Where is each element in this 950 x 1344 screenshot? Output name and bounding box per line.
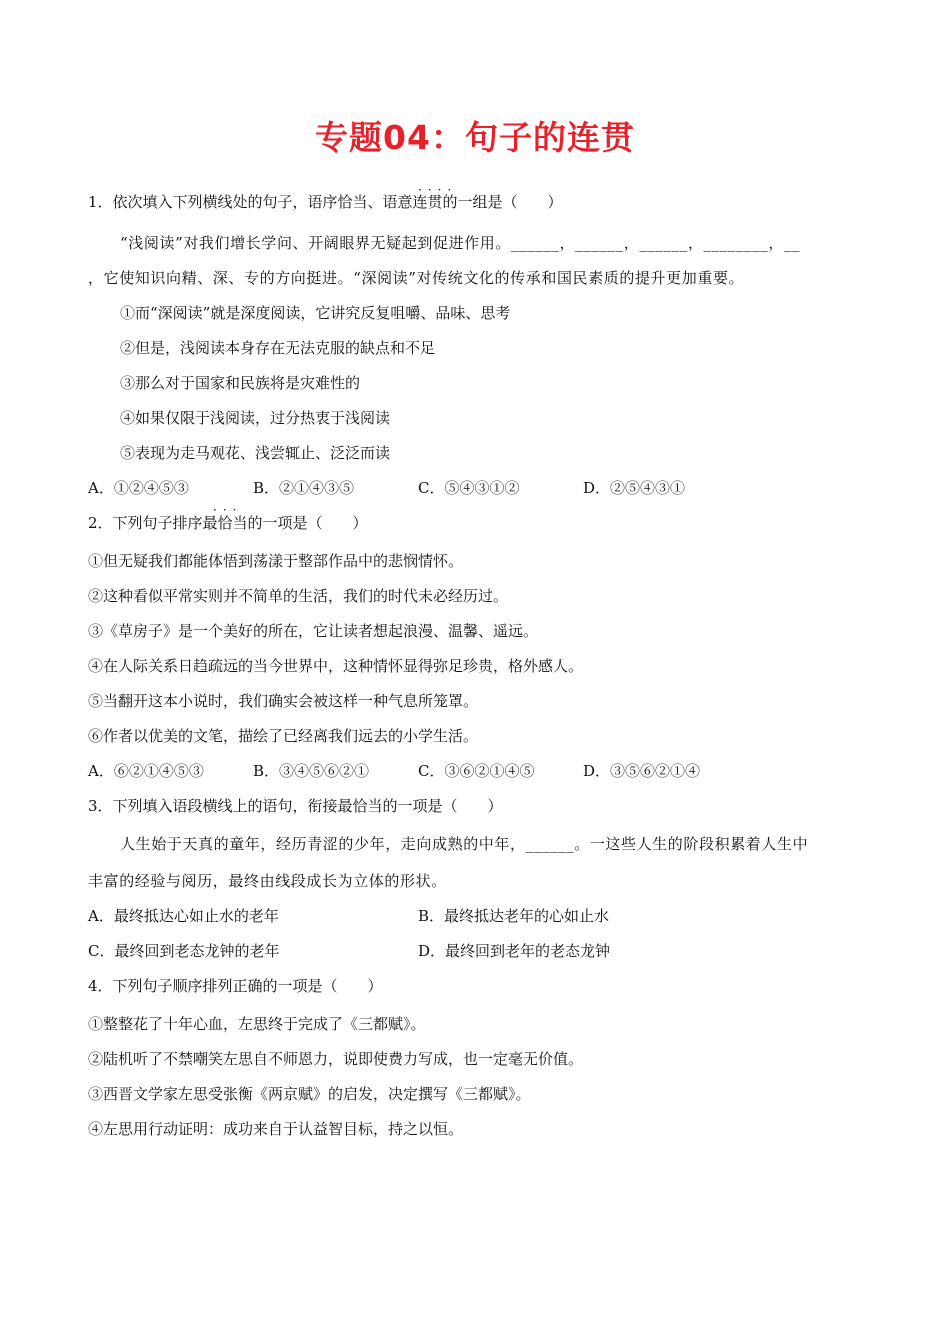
q1-stem: 1．依次填入下列横线处的句子，语序恰当、语意连贯的一组是（ ） bbox=[88, 193, 563, 211]
q2-item: ⑥作者以优美的文笔，描绘了已经离我们远去的小学生活。 bbox=[88, 727, 479, 745]
q2-option-c: C．③⑥②①④⑤ bbox=[418, 762, 535, 780]
q3-passage-line2: 丰富的经验与阅历，最终由线段成长为立体的形状。 bbox=[88, 872, 447, 890]
emphasis-dots: ··· bbox=[213, 503, 243, 517]
q1-item: ⑤表现为走马观花、浅尝辄止、泛泛而读 bbox=[120, 444, 391, 462]
q4-item: ③西晋文学家左思受张衡《两京赋》的启发，决定撰写《三都赋》。 bbox=[88, 1085, 531, 1103]
q4-item: ④左思用行动证明：成功来自于认益智目标，持之以恒。 bbox=[88, 1120, 464, 1138]
q2-item: ④在人际关系日趋疏远的当今世界中，这种情怀显得弥足珍贵，格外感人。 bbox=[88, 657, 584, 675]
q2-option-b: B．③④⑤⑥②① bbox=[253, 762, 370, 780]
q3-option-d: D．最终回到老年的老态龙钟 bbox=[418, 942, 611, 960]
q1-option-d: D．②⑤④③① bbox=[583, 479, 686, 497]
q1-option-a: A．①②④⑤③ bbox=[88, 479, 189, 497]
page-title: 专题04：句子的连贯 bbox=[315, 118, 635, 157]
q4-stem: 4．下列句子顺序排列正确的一项是（ ） bbox=[88, 977, 383, 995]
q1-passage-line2: ，它使知识向精、深、专的方向挺进。“深阅读”对传统文化的传承和国民素质的提升更加重要。 bbox=[88, 269, 745, 287]
q1-option-c: C．⑤④③①② bbox=[418, 479, 520, 497]
q3-option-a: A．最终抵达心如止水的老年 bbox=[88, 907, 279, 925]
q2-option-a: A．⑥②①④⑤③ bbox=[88, 762, 204, 780]
q2-item: ③《草房子》是一个美好的所在，它让读者想起浪漫、温馨、遥远。 bbox=[88, 622, 539, 640]
q4-item: ①整整花了十年心血，左思终于完成了《三都赋》。 bbox=[88, 1015, 426, 1033]
q1-passage-line1: “浅阅读”对我们增长学问、开阔眼界无疑起到促进作用。______，______，______，________，__ bbox=[120, 234, 801, 252]
q2-item: ①但无疑我们都能体悟到荡漾于整部作品中的悲悯情怀。 bbox=[88, 552, 464, 570]
q4-item: ②陆机听了不禁嘲笑左思自不师恩力，说即使费力写成，也一定毫无价值。 bbox=[88, 1050, 584, 1068]
q2-item: ⑤当翻开这本小说时，我们确实会被这样一种气息所笼罩。 bbox=[88, 692, 479, 710]
q3-passage-line1: 人生始于天真的童年，经历青涩的少年，走向成熟的中年，______。一这些人生的阶段积累着人生中 bbox=[120, 835, 809, 853]
q1-item: ③那么对于国家和民族将是灾难性的 bbox=[120, 374, 361, 392]
q2-stem: 2．下列句子排序最恰当的一项是（ ） bbox=[88, 514, 368, 532]
q1-item: ④如果仅限于浅阅读，过分热衷于浅阅读 bbox=[120, 409, 391, 427]
q2-option-d: D．③⑤⑥②①④ bbox=[583, 762, 701, 780]
q3-stem: 3．下列填入语段横线上的语句，衔接最恰当的一项是（ ） bbox=[88, 797, 503, 815]
q1-item: ②但是，浅阅读本身存在无法克服的缺点和不足 bbox=[120, 339, 436, 357]
q1-option-b: B．②①④③⑤ bbox=[253, 479, 355, 497]
emphasis-dots: ···· bbox=[418, 183, 458, 197]
q3-option-b: B．最终抵达老年的心如止水 bbox=[418, 907, 610, 925]
q3-option-c: C．最终回到老态龙钟的老年 bbox=[88, 942, 280, 960]
q1-item: ①而“深阅读”就是深度阅读，它讲究反复咀嚼、品味、思考 bbox=[120, 304, 511, 322]
q2-item: ②这种看似平常实则并不简单的生活，我们的时代未必经历过。 bbox=[88, 587, 509, 605]
